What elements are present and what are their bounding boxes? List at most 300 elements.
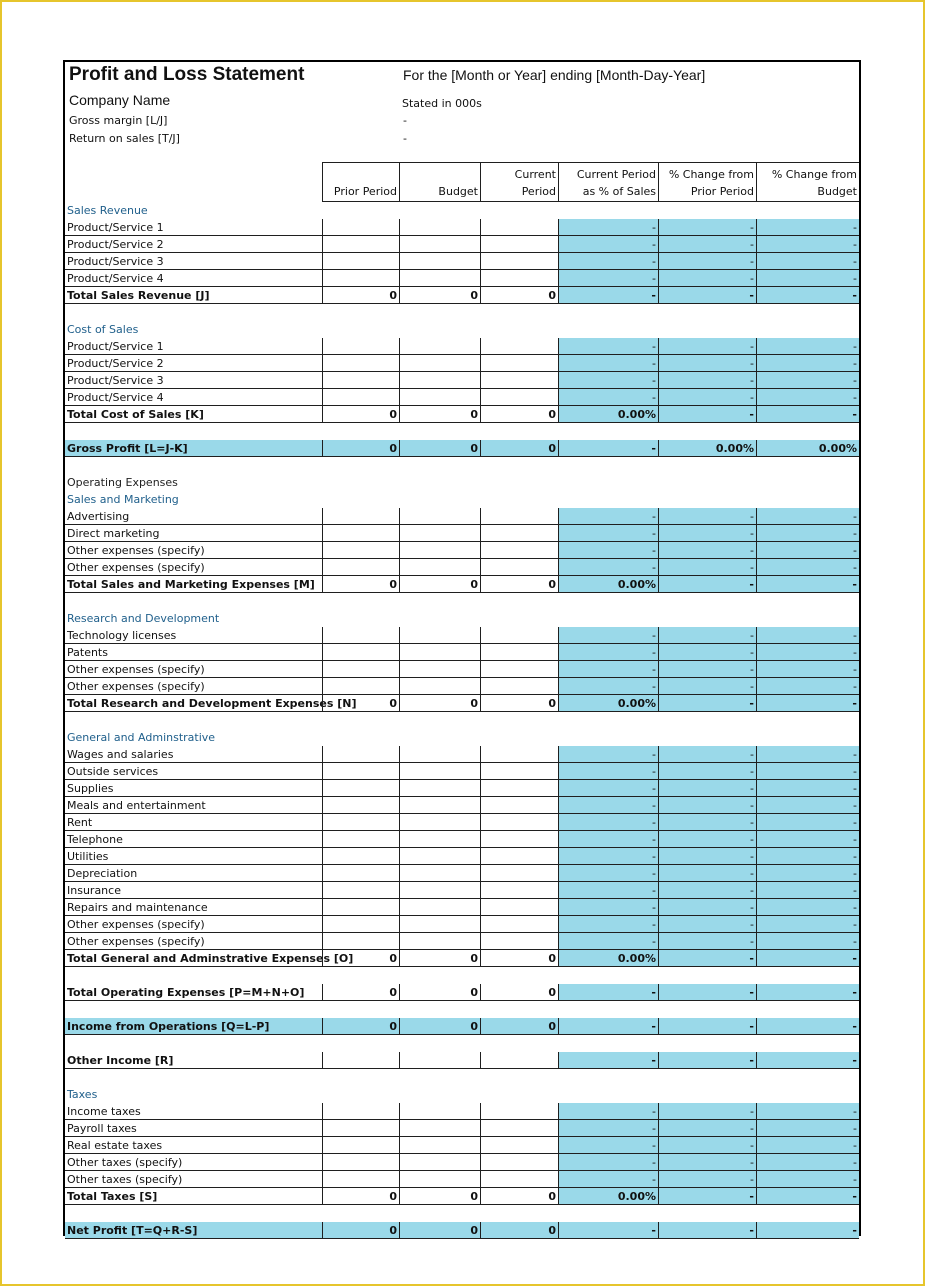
row-label[interactable]: Patents (65, 644, 322, 661)
pct-of-sales-cell: - (558, 287, 658, 304)
current-period-cell[interactable] (480, 270, 558, 287)
spacer-row (65, 1069, 859, 1086)
row-label[interactable]: Product/Service 4 (65, 270, 322, 287)
highlight-total-row (65, 440, 859, 457)
change-prior-cell: - (658, 746, 756, 763)
change-budget-cell: - (756, 355, 859, 372)
row-label[interactable]: Technology licenses (65, 627, 322, 644)
pct-of-sales-cell: - (558, 899, 658, 916)
total-row (65, 406, 859, 423)
pct-of-sales-cell: 0.00% (558, 406, 658, 423)
change-budget-cell: - (756, 525, 859, 542)
row-label[interactable]: Other taxes (specify) (65, 1171, 322, 1188)
budget-cell[interactable] (399, 763, 480, 780)
change-prior-cell: - (658, 406, 756, 423)
change-prior-cell: - (658, 984, 756, 1001)
change-budget-cell: - (756, 746, 859, 763)
row-label[interactable]: Other expenses (specify) (65, 661, 322, 678)
row-label[interactable]: Product/Service 4 (65, 389, 322, 406)
prior-period-cell[interactable] (322, 678, 399, 695)
budget-cell[interactable] (399, 270, 480, 287)
line-item-row (65, 508, 859, 525)
current-period-cell[interactable] (480, 627, 558, 644)
current-period-cell[interactable] (480, 219, 558, 236)
col-change-from-prior: % Change from Prior Period (658, 162, 756, 202)
current-period-cell: 0 (480, 406, 558, 423)
pct-of-sales-cell: - (558, 661, 658, 678)
change-prior-cell: - (658, 1018, 756, 1035)
row-label[interactable]: Other expenses (specify) (65, 542, 322, 559)
change-budget-cell: - (756, 627, 859, 644)
prior-period-cell[interactable] (322, 1120, 399, 1137)
row-label[interactable]: Advertising (65, 508, 322, 525)
budget-cell[interactable] (399, 1171, 480, 1188)
change-prior-cell: - (658, 542, 756, 559)
row-label[interactable]: Utilities (65, 848, 322, 865)
row-label[interactable]: Outside services (65, 763, 322, 780)
prior-period-cell[interactable] (322, 1154, 399, 1171)
stated-in-note: Stated in 000s (402, 97, 482, 110)
change-budget-cell: - (756, 508, 859, 525)
change-budget-cell: - (756, 219, 859, 236)
row-label[interactable]: Repairs and maintenance (65, 899, 322, 916)
pct-of-sales-cell: - (558, 542, 658, 559)
prior-period-cell[interactable] (322, 814, 399, 831)
pct-of-sales-cell: - (558, 1103, 658, 1120)
change-budget-cell: - (756, 780, 859, 797)
prior-period-cell[interactable] (322, 236, 399, 253)
row-label[interactable]: Rent (65, 814, 322, 831)
current-period-cell[interactable] (480, 389, 558, 406)
current-period-cell[interactable] (480, 661, 558, 678)
budget-cell[interactable] (399, 780, 480, 797)
current-period-cell: 0 (480, 950, 558, 967)
change-budget-cell: - (756, 270, 859, 287)
change-prior-cell: - (658, 899, 756, 916)
current-period-cell[interactable] (480, 372, 558, 389)
section-heading (65, 202, 859, 219)
current-period-cell[interactable] (480, 933, 558, 950)
pct-of-sales-cell: - (558, 644, 658, 661)
current-period-cell[interactable] (480, 355, 558, 372)
change-prior-cell: - (658, 882, 756, 899)
change-prior-cell: - (658, 525, 756, 542)
spacer-row (65, 1001, 859, 1018)
budget-cell[interactable] (399, 1154, 480, 1171)
row-label: Total Sales and Marketing Expenses [M] (65, 576, 322, 593)
row-label[interactable]: Other expenses (specify) (65, 933, 322, 950)
prior-period-cell[interactable] (322, 797, 399, 814)
change-budget-cell: - (756, 1137, 859, 1154)
change-prior-cell: - (658, 661, 756, 678)
row-label: Cost of Sales (67, 323, 139, 336)
gross-margin-label: Gross margin [L/J] (69, 114, 168, 127)
pct-of-sales-cell: - (558, 678, 658, 695)
change-budget-cell: - (756, 899, 859, 916)
budget-cell: 0 (399, 950, 480, 967)
total-row (65, 287, 859, 304)
current-period-cell[interactable] (480, 1171, 558, 1188)
row-label[interactable]: Depreciation (65, 865, 322, 882)
prior-period-cell[interactable] (322, 372, 399, 389)
prior-period-cell[interactable] (322, 508, 399, 525)
current-period-cell[interactable] (480, 899, 558, 916)
current-period-cell[interactable] (480, 542, 558, 559)
spacer-row (65, 457, 859, 474)
prior-period-cell[interactable] (322, 525, 399, 542)
change-budget-cell: - (756, 1171, 859, 1188)
spacer-row (65, 593, 859, 610)
budget-cell (399, 1052, 480, 1069)
section-heading (65, 729, 859, 746)
line-item-row (65, 1103, 859, 1120)
row-label[interactable]: Product/Service 2 (65, 236, 322, 253)
highlight-total-row (65, 1222, 859, 1239)
pl-table (65, 162, 859, 1239)
budget-cell[interactable] (399, 1137, 480, 1154)
budget-cell[interactable] (399, 1103, 480, 1120)
budget-cell[interactable] (399, 389, 480, 406)
prior-period-cell: 0 (322, 287, 399, 304)
budget-cell: 0 (399, 406, 480, 423)
line-item-row (65, 933, 859, 950)
line-item-row (65, 542, 859, 559)
current-period-cell[interactable] (480, 525, 558, 542)
prior-period-cell[interactable] (322, 865, 399, 882)
current-period-cell[interactable] (480, 746, 558, 763)
row-label[interactable]: Meals and entertainment (65, 797, 322, 814)
line-item-row (65, 678, 859, 695)
prior-period-cell: 0 (322, 695, 399, 712)
change-prior-cell: - (658, 1154, 756, 1171)
change-prior-cell: - (658, 389, 756, 406)
col-pct-of-sales: Current Period as % of Sales (558, 162, 658, 202)
prior-period-cell[interactable] (322, 355, 399, 372)
change-budget-cell: - (756, 848, 859, 865)
change-budget-cell: - (756, 933, 859, 950)
row-label: Net Profit [T=Q+R-S] (65, 1222, 322, 1239)
budget-cell[interactable] (399, 1120, 480, 1137)
pct-of-sales-cell: - (558, 984, 658, 1001)
line-item-row (65, 746, 859, 763)
change-budget-cell: - (756, 372, 859, 389)
current-period-cell[interactable] (480, 865, 558, 882)
group-heading (65, 474, 859, 491)
prior-period-cell[interactable] (322, 933, 399, 950)
budget-cell[interactable] (399, 542, 480, 559)
pct-of-sales-cell: - (558, 338, 658, 355)
row-label: Total Research and Development Expenses [N] (67, 697, 357, 710)
row-label[interactable]: Product/Service 2 (65, 355, 322, 372)
row-label[interactable]: Other expenses (specify) (65, 678, 322, 695)
pct-of-sales-cell: - (558, 236, 658, 253)
budget-cell[interactable] (399, 882, 480, 899)
spacer-row (65, 304, 859, 321)
header-spacer (65, 162, 322, 202)
budget-cell[interactable] (399, 933, 480, 950)
budget-cell[interactable] (399, 746, 480, 763)
prior-period-cell[interactable] (322, 882, 399, 899)
budget-cell[interactable] (399, 678, 480, 695)
prior-period-cell[interactable] (322, 389, 399, 406)
row-label[interactable]: Other taxes (specify) (65, 1154, 322, 1171)
change-prior-cell: - (658, 1052, 756, 1069)
line-item-row (65, 270, 859, 287)
prior-period-cell: 0 (322, 576, 399, 593)
line-item-row (65, 338, 859, 355)
row-label: Sales and Marketing (67, 493, 179, 506)
change-prior-cell: - (658, 627, 756, 644)
change-prior-cell: - (658, 916, 756, 933)
line-item-row (65, 1154, 859, 1171)
change-budget-cell: - (756, 542, 859, 559)
current-period-cell[interactable] (480, 236, 558, 253)
section-heading (65, 610, 859, 627)
row-label[interactable]: Other expenses (specify) (65, 916, 322, 933)
change-budget-cell: - (756, 678, 859, 695)
budget-cell[interactable] (399, 916, 480, 933)
row-label[interactable]: Product/Service 1 (65, 338, 322, 355)
col-current-period: Current Period (480, 162, 558, 202)
row-label[interactable]: Insurance (65, 882, 322, 899)
change-budget-cell: - (756, 1222, 859, 1239)
line-item-row (65, 559, 859, 576)
budget-cell[interactable] (399, 831, 480, 848)
change-prior-cell: - (658, 797, 756, 814)
budget-cell[interactable] (399, 814, 480, 831)
prior-period-cell: 0 (322, 1018, 399, 1035)
budget-cell[interactable] (399, 338, 480, 355)
pct-of-sales-cell: - (558, 780, 658, 797)
highlight-total-row (65, 1018, 859, 1035)
line-item-row (65, 763, 859, 780)
budget-cell[interactable] (399, 372, 480, 389)
pct-of-sales-cell: - (558, 627, 658, 644)
pct-of-sales-cell: - (558, 831, 658, 848)
row-label[interactable]: Income taxes (65, 1103, 322, 1120)
total-row (65, 950, 859, 967)
change-prior-cell: - (658, 950, 756, 967)
line-item-row (65, 389, 859, 406)
line-item-row (65, 355, 859, 372)
row-label[interactable]: Product/Service 3 (65, 253, 322, 270)
pct-of-sales-cell: 0.00% (558, 695, 658, 712)
change-prior-cell: - (658, 236, 756, 253)
pct-of-sales-cell: - (558, 1137, 658, 1154)
row-label: Sales Revenue (67, 204, 148, 217)
return-on-sales-value: - (403, 132, 407, 145)
prior-period-cell[interactable] (322, 780, 399, 797)
change-budget-cell: - (756, 644, 859, 661)
current-period-cell[interactable] (480, 559, 558, 576)
pct-of-sales-cell: - (558, 253, 658, 270)
total-row (65, 984, 859, 1001)
line-item-row (65, 899, 859, 916)
current-period-cell[interactable] (480, 763, 558, 780)
prior-period-cell[interactable] (322, 1137, 399, 1154)
budget-cell[interactable] (399, 627, 480, 644)
change-budget-cell: - (756, 865, 859, 882)
prior-period-cell[interactable] (322, 763, 399, 780)
row-label[interactable]: Real estate taxes (65, 1137, 322, 1154)
row-label: Taxes (67, 1088, 98, 1101)
current-period-cell[interactable] (480, 1137, 558, 1154)
budget-cell[interactable] (399, 899, 480, 916)
row-label[interactable]: Other expenses (specify) (65, 559, 322, 576)
change-prior-cell: - (658, 355, 756, 372)
budget-cell[interactable] (399, 865, 480, 882)
pct-of-sales-cell: - (558, 1154, 658, 1171)
pct-of-sales-cell: - (558, 865, 658, 882)
line-item-row (65, 525, 859, 542)
current-period-cell (480, 1052, 558, 1069)
prior-period-cell[interactable] (322, 848, 399, 865)
prior-period-cell[interactable] (322, 831, 399, 848)
prior-period-cell[interactable] (322, 542, 399, 559)
change-prior-cell: - (658, 848, 756, 865)
line-item-row (65, 1120, 859, 1137)
prior-period-cell[interactable] (322, 270, 399, 287)
change-prior-cell: - (658, 253, 756, 270)
change-budget-cell: - (756, 916, 859, 933)
current-period-cell[interactable] (480, 831, 558, 848)
current-period-cell: 0 (480, 1018, 558, 1035)
prior-period-cell[interactable] (322, 916, 399, 933)
col-prior-period: Prior Period (322, 162, 399, 202)
row-label[interactable]: Telephone (65, 831, 322, 848)
prior-period-cell[interactable] (322, 559, 399, 576)
change-budget-cell: - (756, 253, 859, 270)
current-period-cell[interactable] (480, 848, 558, 865)
section-heading (65, 1086, 859, 1103)
prior-period-cell[interactable] (322, 1103, 399, 1120)
current-period-cell[interactable] (480, 644, 558, 661)
line-item-row (65, 814, 859, 831)
pct-of-sales-cell: - (558, 933, 658, 950)
total-row (65, 576, 859, 593)
prior-period-cell[interactable] (322, 338, 399, 355)
change-budget-cell: - (756, 576, 859, 593)
current-period-cell[interactable] (480, 253, 558, 270)
prior-period-cell[interactable] (322, 661, 399, 678)
current-period-cell[interactable] (480, 678, 558, 695)
line-item-row (65, 848, 859, 865)
company-name[interactable]: Company Name (69, 92, 171, 108)
line-item-row (65, 627, 859, 644)
row-label[interactable]: Product/Service 3 (65, 372, 322, 389)
budget-cell[interactable] (399, 508, 480, 525)
change-prior-cell: - (658, 831, 756, 848)
current-period-cell: 0 (480, 287, 558, 304)
change-budget-cell: - (756, 695, 859, 712)
change-prior-cell: - (658, 814, 756, 831)
total-row (65, 695, 859, 712)
change-prior-cell: - (658, 508, 756, 525)
pct-of-sales-cell: - (558, 508, 658, 525)
pct-of-sales-cell: - (558, 1171, 658, 1188)
change-budget-cell: - (756, 984, 859, 1001)
budget-cell[interactable] (399, 559, 480, 576)
row-label: Operating Expenses (67, 476, 178, 489)
row-label[interactable]: Payroll taxes (65, 1120, 322, 1137)
line-item-row (65, 253, 859, 270)
prior-period-cell[interactable] (322, 253, 399, 270)
prior-period-cell[interactable] (322, 627, 399, 644)
pct-of-sales-cell: - (558, 763, 658, 780)
change-budget-cell: - (756, 1052, 859, 1069)
change-prior-cell: - (658, 678, 756, 695)
budget-cell[interactable] (399, 797, 480, 814)
current-period-cell[interactable] (480, 1154, 558, 1171)
budget-cell[interactable] (399, 661, 480, 678)
pct-of-sales-cell: - (558, 389, 658, 406)
budget-cell: 0 (399, 695, 480, 712)
prior-period-cell[interactable] (322, 1171, 399, 1188)
prior-period-cell: 0 (322, 406, 399, 423)
change-prior-cell: - (658, 933, 756, 950)
budget-cell[interactable] (399, 848, 480, 865)
period-line[interactable]: For the [Month or Year] ending [Month-Day-Year] (403, 67, 706, 83)
current-period-cell[interactable] (480, 508, 558, 525)
total-row (65, 1052, 859, 1069)
current-period-cell[interactable] (480, 1103, 558, 1120)
line-item-row (65, 882, 859, 899)
change-budget-cell: - (756, 882, 859, 899)
budget-cell[interactable] (399, 236, 480, 253)
pct-of-sales-cell: - (558, 525, 658, 542)
change-budget-cell: - (756, 814, 859, 831)
spacer-row (65, 1205, 859, 1222)
row-label[interactable]: Product/Service 1 (65, 219, 322, 236)
current-period-cell[interactable] (480, 338, 558, 355)
row-label[interactable]: Wages and salaries (65, 746, 322, 763)
prior-period-cell[interactable] (322, 644, 399, 661)
budget-cell[interactable] (399, 253, 480, 270)
line-item-row (65, 780, 859, 797)
row-label[interactable]: Direct marketing (65, 525, 322, 542)
current-period-cell[interactable] (480, 882, 558, 899)
current-period-cell[interactable] (480, 780, 558, 797)
row-label: Other Income [R] (65, 1052, 322, 1069)
current-period-cell[interactable] (480, 814, 558, 831)
prior-period-cell[interactable] (322, 219, 399, 236)
pl-sheet (63, 60, 861, 1236)
change-prior-cell: - (658, 1120, 756, 1137)
budget-cell[interactable] (399, 644, 480, 661)
section-heading (65, 321, 859, 338)
change-prior-cell: - (658, 1137, 756, 1154)
line-item-row (65, 797, 859, 814)
prior-period-cell[interactable] (322, 746, 399, 763)
current-period-cell[interactable] (480, 1120, 558, 1137)
change-prior-cell: - (658, 219, 756, 236)
budget-cell[interactable] (399, 525, 480, 542)
current-period-cell[interactable] (480, 797, 558, 814)
change-budget-cell: - (756, 1154, 859, 1171)
change-budget-cell: - (756, 950, 859, 967)
line-item-row (65, 865, 859, 882)
prior-period-cell[interactable] (322, 899, 399, 916)
pct-of-sales-cell: 0.00% (558, 950, 658, 967)
budget-cell[interactable] (399, 355, 480, 372)
statement-title: Profit and Loss Statement (69, 64, 305, 85)
pct-of-sales-cell: - (558, 746, 658, 763)
budget-cell[interactable] (399, 219, 480, 236)
row-label[interactable]: Supplies (65, 780, 322, 797)
row-label: Research and Development (67, 612, 220, 625)
current-period-cell[interactable] (480, 916, 558, 933)
pct-of-sales-cell: - (558, 440, 658, 457)
